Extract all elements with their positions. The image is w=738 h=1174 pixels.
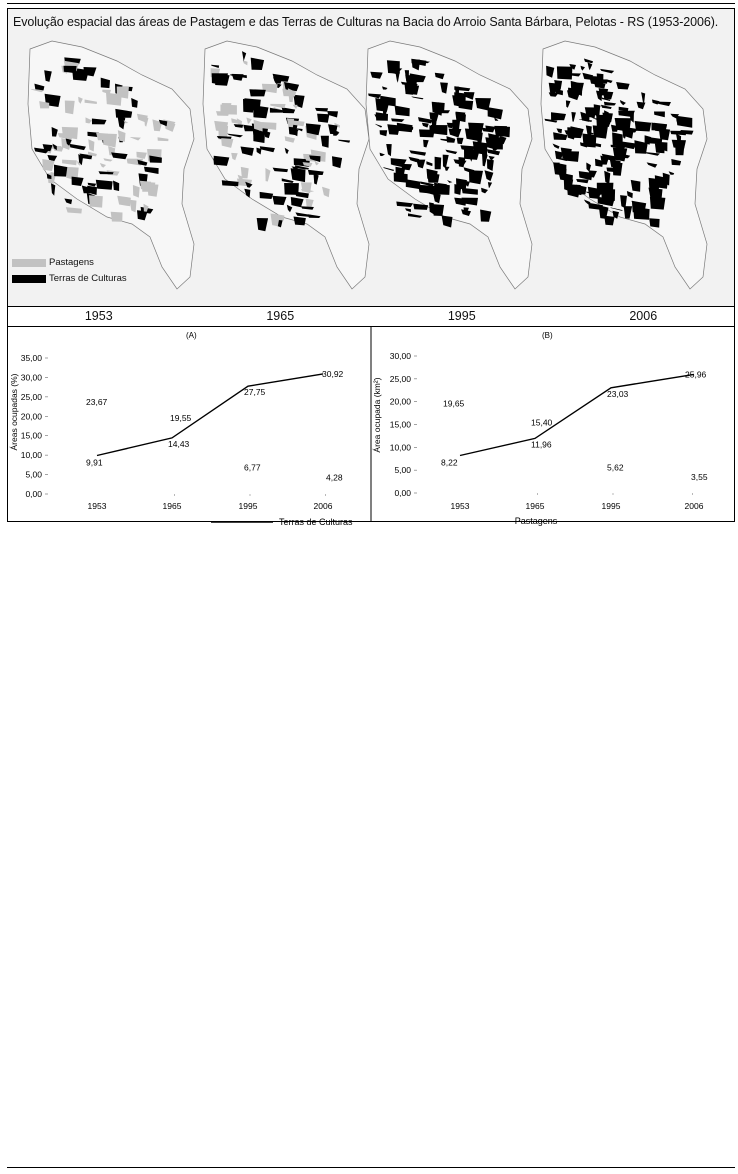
y-tick-label: 10,00 <box>389 442 411 453</box>
data-label: 14,43 <box>168 438 190 449</box>
cropland-patch <box>387 124 400 135</box>
cropland-patch <box>604 216 614 226</box>
legend-label: Terras de Culturas <box>279 517 353 527</box>
cropland-patch <box>597 183 614 196</box>
cropland-patch <box>244 98 260 111</box>
x-tick-label: 1965 <box>525 501 545 511</box>
cropland-patch <box>452 120 460 130</box>
data-label: 6,77 <box>244 462 261 473</box>
cropland-patch <box>317 114 329 123</box>
y-tick-label: 0,00 <box>25 489 42 499</box>
pasture-patch <box>65 101 75 115</box>
year-label: 1953 <box>84 309 113 323</box>
cropland-patch <box>442 216 453 228</box>
y-tick-label: 25,00 <box>20 391 42 402</box>
year-row <box>8 307 734 327</box>
data-label: 19,55 <box>170 413 192 424</box>
y-tick-label: 20,00 <box>20 411 42 422</box>
data-label: 23,67 <box>86 397 108 408</box>
cropland-patch <box>64 199 72 205</box>
pasture-patch <box>66 207 82 213</box>
legend-item-terras-de-culturas <box>12 273 127 284</box>
pasture-patch <box>89 195 103 207</box>
data-label: 4,28 <box>326 472 343 483</box>
data-label: 5,62 <box>607 462 624 473</box>
basin-maps <box>8 9 734 307</box>
y-tick-label: 10,00 <box>20 450 42 461</box>
data-label: 25,96 <box>685 369 707 380</box>
cropland-patch <box>405 208 411 212</box>
data-label: 11,96 <box>531 439 552 450</box>
y-tick-label: 0,00 <box>394 488 411 498</box>
cropland-patch <box>214 156 230 166</box>
basin-map <box>541 41 707 289</box>
panel-label: (A) <box>186 331 197 340</box>
y-axis-label: Áreas ocupadas (%) <box>9 373 19 451</box>
pasture-patch <box>111 212 123 222</box>
year-label: 2006 <box>629 309 658 323</box>
cropland-swatch-icon <box>12 275 46 283</box>
x-tick-label: 1953 <box>450 501 470 511</box>
cropland-patch <box>249 89 265 96</box>
y-tick-label: 30,00 <box>389 351 411 361</box>
x-tick-label: 1953 <box>87 501 107 511</box>
header-rule <box>7 3 735 4</box>
panel-label: (B) <box>542 331 553 340</box>
pasture-swatch-icon <box>12 259 46 267</box>
map-panel <box>8 9 734 307</box>
cropland-patch <box>582 134 596 148</box>
series-line <box>97 374 323 456</box>
footer-rule <box>7 1167 735 1168</box>
cropland-patch <box>649 218 659 227</box>
line-charts <box>8 327 734 527</box>
figure <box>7 8 735 527</box>
cropland-patch <box>396 202 413 208</box>
data-label: 23,03 <box>607 388 629 399</box>
y-tick-label: 30,00 <box>20 372 42 383</box>
x-tick-label: 1995 <box>601 501 621 511</box>
line-chart <box>372 331 708 526</box>
cropland-patch <box>655 144 665 154</box>
x-tick-label: 2006 <box>313 501 333 511</box>
series-line <box>460 374 694 455</box>
y-tick-label: 15,00 <box>20 430 42 441</box>
line-chart <box>9 331 353 527</box>
basin-map <box>366 41 532 289</box>
legend-label: Terras de Culturas <box>49 273 127 284</box>
data-label: 9,91 <box>86 457 103 468</box>
pasture-patch <box>216 111 229 116</box>
basin-outline <box>366 41 532 289</box>
basin-map <box>203 41 369 289</box>
legend-item-pastagens <box>12 257 94 268</box>
cropland-patch <box>408 213 422 217</box>
year-label: 1995 <box>447 309 476 323</box>
data-label: 19,65 <box>443 398 465 409</box>
year-label: 1965 <box>266 309 295 323</box>
data-label: 27,75 <box>244 387 266 398</box>
x-tick-label: 1995 <box>238 501 258 511</box>
y-tick-label: 15,00 <box>389 419 411 430</box>
y-axis-label: Área ocupada (km²) <box>372 377 382 453</box>
x-tick-label: 1965 <box>162 501 182 511</box>
y-tick-label: 5,00 <box>25 469 42 480</box>
data-label: 8,22 <box>441 457 458 468</box>
pasture-patch <box>214 121 228 132</box>
x-tick-label: 2006 <box>684 501 704 511</box>
figure-title: Evolução espacial das áreas de Pastagem e das Terras de Culturas na Bacia do Arroio Santa Bárbara, Pelotas - RS (1953-2006). <box>13 15 719 29</box>
y-tick-label: 20,00 <box>389 396 411 407</box>
pasture-patch <box>241 167 249 179</box>
cropland-patch <box>675 142 685 156</box>
y-tick-label: 25,00 <box>389 373 411 384</box>
y-tick-label: 35,00 <box>20 353 42 363</box>
cropland-patch <box>257 218 268 231</box>
cropland-patch <box>427 173 439 183</box>
cropland-patch <box>435 157 442 170</box>
cropland-patch <box>96 180 113 190</box>
basin-map <box>28 41 194 289</box>
y-tick-label: 5,00 <box>394 465 411 476</box>
cropland-patch <box>650 197 666 210</box>
legend-label: Pastagens <box>49 257 94 268</box>
pasture-patch <box>117 87 129 99</box>
cropland-patch <box>432 102 445 113</box>
cropland-patch <box>454 184 461 195</box>
cropland-patch <box>612 132 623 145</box>
cropland-patch <box>51 183 55 195</box>
cropland-patch <box>557 66 573 79</box>
data-label: 15,40 <box>531 417 553 428</box>
cropland-patch <box>654 123 667 132</box>
data-label: 3,55 <box>691 471 708 482</box>
data-label: 30,92 <box>322 368 344 379</box>
x-axis-label: Pastagens <box>514 516 558 526</box>
